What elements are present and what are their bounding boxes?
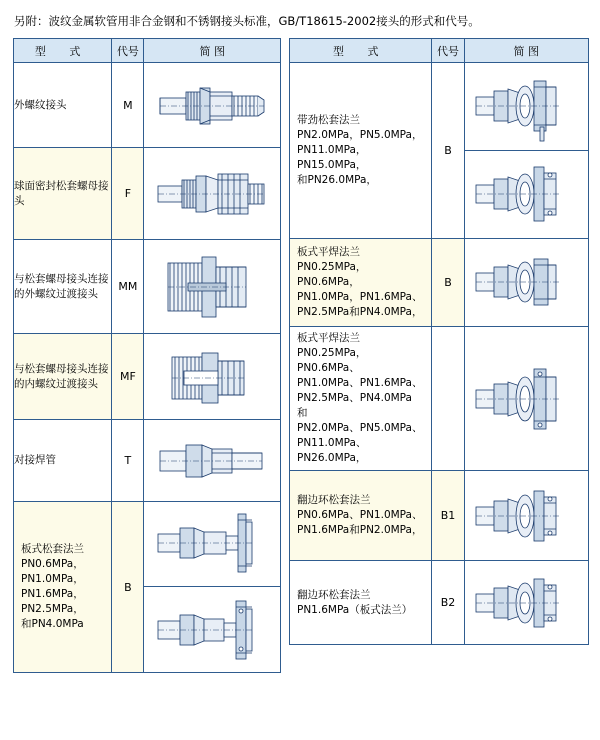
external-thread-transition-diagram — [144, 240, 281, 334]
right-row-1-type-line-2: PN1.0MPa，PN1.6MPa、 — [297, 291, 423, 303]
left-row-2-code: MM — [112, 240, 144, 334]
left-row-5-code: B — [112, 502, 144, 673]
left-row-4-type: 对接焊管 — [14, 420, 112, 502]
table-row — [14, 63, 281, 148]
flared-ring-lap-joint-flange-plate-diagram — [464, 561, 588, 645]
right-row-4-code: B2 — [432, 561, 464, 645]
table-row — [290, 561, 589, 645]
table-row — [14, 148, 281, 240]
right-row-0-code: B — [432, 63, 464, 239]
spherical-seal-union-nut-diagram — [144, 148, 281, 240]
plate-lap-joint-flange-diagram — [144, 502, 281, 673]
left-row-2-type: 与松套螺母接头连接的外螺纹过渡接头 — [14, 240, 112, 334]
table-row — [14, 240, 281, 334]
right-row-2-code — [432, 327, 464, 471]
right-row-1-code: B — [432, 239, 464, 327]
right-row-0-type-line-3: 和PN26.0MPa， — [297, 174, 377, 186]
right-header-figure: 简 图 — [464, 39, 588, 63]
ribbed-lap-joint-flange-diagram-1 — [464, 63, 588, 151]
right-row-4-type-line-0: 翻边环松套法兰 — [297, 588, 371, 601]
table-row — [290, 239, 589, 327]
left-row-0-type: 外螺纹接头 — [14, 63, 112, 148]
left-row-3-code: MF — [112, 334, 144, 420]
right-row-1-type-line-1: PN0.25MPa，PN0.6MPa， — [297, 261, 367, 288]
right-row-2-type-line-5: PN11.0MPa、PN26.0MPa， — [297, 437, 367, 464]
table-row — [290, 327, 589, 471]
left-row-1-code: F — [112, 148, 144, 240]
right-row-0-type-line-1: PN2.0MPa，PN5.0MPa， — [297, 129, 423, 141]
male-thread-connector-diagram — [144, 63, 281, 148]
right-row-1-type-line-0: 板式平焊法兰 — [297, 246, 360, 258]
right-row-3-type-line-0: 翻边环松套法兰 — [297, 494, 371, 506]
right-header-type: 型 式 — [290, 39, 432, 63]
right-row-3-type-line-1: PN0.6MPa、PN1.0MPa、 — [297, 509, 423, 521]
right-table — [289, 38, 589, 645]
right-row-2-type-line-1: PN0.25MPa，PN0.6MPa、 — [297, 347, 367, 374]
page-caption: 另附：波纹金属软管用非合金钢和不锈钢接头标准，GB/T18615-2002接头的形式和代号。 — [14, 14, 480, 28]
table-row — [290, 471, 589, 561]
right-row-2-type-line-2: PN1.0MPa、PN1.6MPa、 — [297, 377, 423, 389]
right-row-3-type — [290, 471, 432, 561]
table-row — [290, 63, 589, 151]
left-header-code: 代号 — [112, 39, 144, 63]
plate-flat-welding-flange-diagram-2 — [464, 327, 588, 471]
left-row-3-type: 与松套螺母接头连接的内螺纹过渡接头 — [14, 334, 112, 420]
plate-flat-welding-flange-diagram-1 — [464, 239, 588, 327]
right-row-0-type — [290, 63, 432, 239]
left-header-figure: 简 图 — [144, 39, 281, 63]
tables-container — [13, 38, 592, 673]
ribbed-lap-joint-flange-diagram-2 — [464, 151, 588, 239]
left-table-header — [14, 39, 281, 63]
left-row-5-type — [14, 502, 112, 673]
table-row — [14, 502, 281, 673]
right-row-3-type-line-2: PN1.6MPa和PN2.0MPa， — [297, 524, 423, 536]
right-table-header — [290, 39, 589, 63]
right-row-0-type-line-2: PN11.0MPa，PN15.0MPa， — [297, 144, 367, 171]
left-row-5-type-line-1: PN0.6MPa，PN1.0MPa， — [21, 558, 84, 585]
left-table — [13, 38, 281, 673]
right-row-2-type-line-3: PN2.5MPa、PN4.0MPa 和 — [297, 392, 412, 419]
internal-thread-transition-diagram — [144, 334, 281, 420]
left-row-5-type-line-0: 板式松套法兰 — [21, 543, 84, 555]
table-row — [14, 334, 281, 420]
right-row-2-type-line-4: PN2.0MPa、PN5.0MPa、 — [297, 422, 423, 434]
right-row-4-type-line-1: PN1.6MPa（板式法兰） — [297, 603, 413, 616]
table-row — [14, 420, 281, 502]
left-row-1-type: 球面密封松套螺母接头 — [14, 148, 112, 240]
flared-ring-lap-joint-flange-diagram — [464, 471, 588, 561]
right-row-1-type — [290, 239, 432, 327]
right-header-code: 代号 — [432, 39, 464, 63]
left-row-4-code: T — [112, 420, 144, 502]
left-row-5-type-line-3: 和PN4.0MPa — [21, 618, 84, 630]
left-row-5-type-line-2: PN1.6MPa，PN2.5MPa， — [21, 588, 84, 615]
right-row-2-type-line-0: 板式平焊法兰 — [297, 332, 360, 344]
right-row-2-type — [290, 327, 432, 471]
right-row-3-code: B1 — [432, 471, 464, 561]
right-row-1-type-line-3: PN2.5MPa和PN4.0MPa， — [297, 306, 423, 318]
left-header-type: 型 式 — [14, 39, 112, 63]
butt-weld-pipe-diagram — [144, 420, 281, 502]
right-row-4-type — [290, 561, 432, 645]
left-row-0-code: M — [112, 63, 144, 148]
right-row-0-type-line-0: 带劲松套法兰 — [297, 114, 360, 126]
